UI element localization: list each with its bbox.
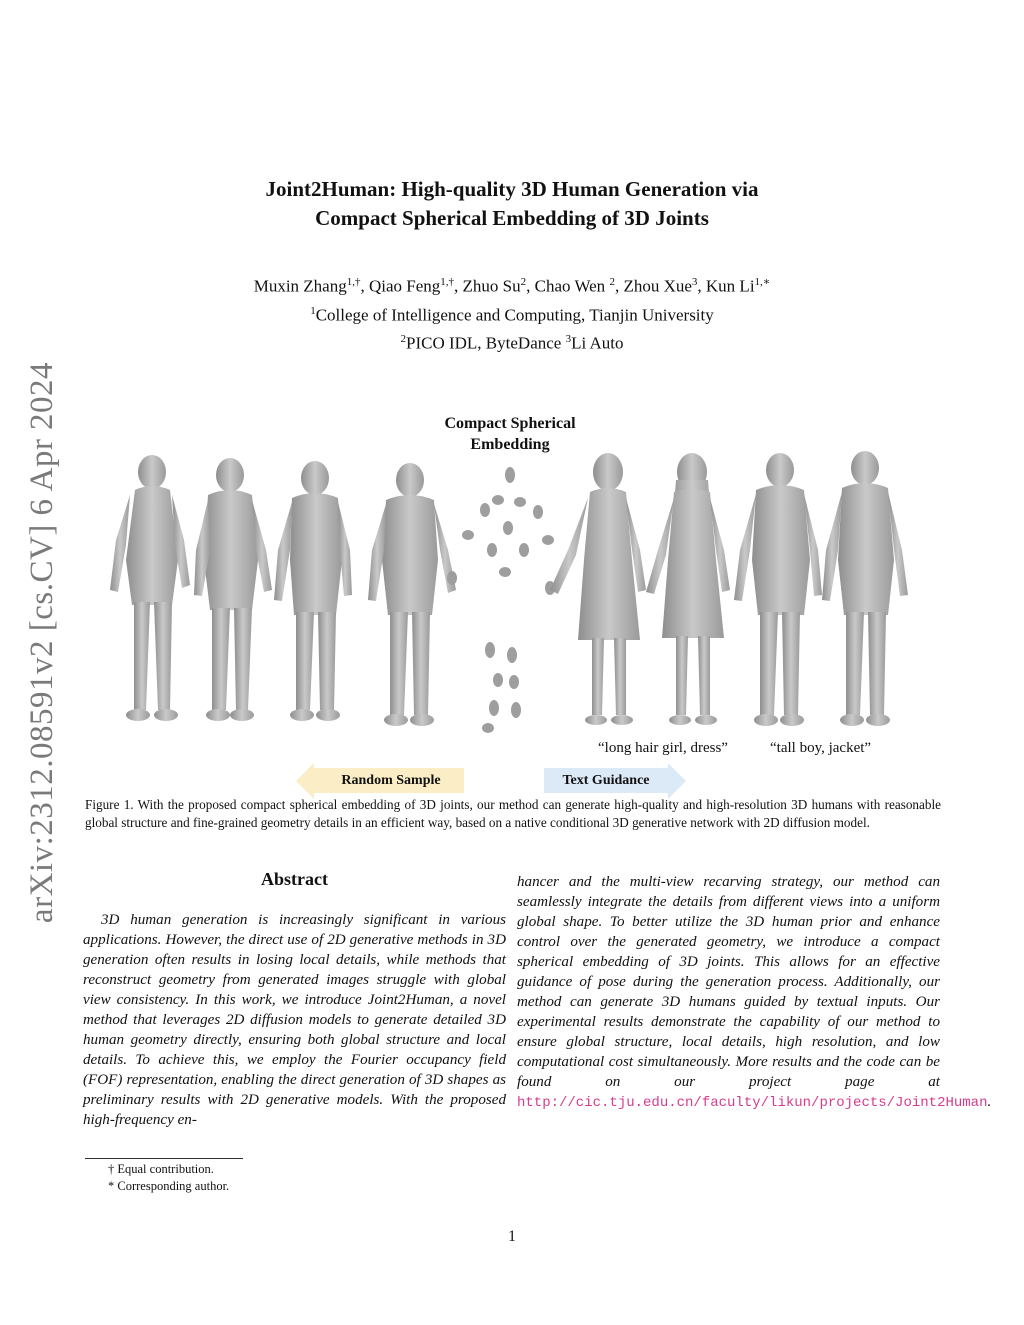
text-guidance-label: Text Guidance <box>544 768 668 793</box>
text-arrow-icon <box>668 763 686 799</box>
text-prompt-2: “tall boy, jacket” <box>770 740 872 756</box>
project-page-link[interactable]: http://cic.tju.edu.cn/faculty/likun/projects/Joint2Human <box>517 1095 988 1111</box>
title-line-2: Compact Spherical Embedding of 3D Joints <box>315 206 709 230</box>
title-line-1: Joint2Human: High-quality 3D Human Generation via <box>265 177 759 201</box>
abstract-heading: Abstract <box>261 869 328 889</box>
random-sample-label: Random Sample <box>308 768 464 793</box>
human-figure-8 <box>822 451 908 726</box>
text-prompt-1: “long hair girl, dress” <box>598 740 728 756</box>
page-number: 1 <box>508 1228 516 1245</box>
human-figure-2 <box>194 458 272 721</box>
human-figure-5 <box>550 453 646 725</box>
human-figure-4 <box>368 463 456 726</box>
figure-1 <box>80 410 940 800</box>
abstract-left-column <box>83 868 506 1130</box>
embedding-label: Compact Spherical Embedding <box>444 415 576 453</box>
joint-embedding <box>447 467 555 733</box>
affiliation-2-3: $^2$PICO IDL, ByteDance $^3$Li Auto <box>400 333 624 353</box>
human-figure-7 <box>734 453 822 726</box>
footnote-equal-contribution: † Equal contribution. <box>108 1162 214 1176</box>
paper-title <box>0 175 1024 233</box>
footnote-corresponding-author: * Corresponding author. <box>108 1179 230 1193</box>
author-list: Muxin Zhang$^{1,\dagger}$, Qiao Feng$^{1,\dagger}$, Zhuo Su$^2$, Chao Wen $^2$, Zhou Xue$^3$, Kun $Li^{1,∗}$ <box>253 276 771 296</box>
figure-caption: Figure 1. With the proposed compact spherical embedding of 3D joints, our method can generate high-quality and high-resolution 3D humans with reasonable global structure and fine-grained geometry details in an efficient way, based on a native conditional 3D generative network with 2D diffusion model. <box>85 797 941 830</box>
footnote-divider <box>85 1158 243 1159</box>
human-figure-1 <box>110 455 190 721</box>
affiliation-1: $^1$College of Intelligence and Computing, Tianjin University <box>310 304 714 325</box>
arxiv-identifier: arXiv:2312.08591v2 [cs.CV] 6 Apr 2024 <box>24 361 61 924</box>
abstract-text-right: hancer and the multi-view recarving strategy, our method can seamlessly integrate the details from different views into a uniform global shape. To better utilize the 3D human prior and enhance control over the generated geometry, we introduce a compact spherical embedding of 3D joints. This allows for an effective guidance of pose during the generation process. Additionally, our method can generate 3D humans guided by textual inputs. Our experimental results demonstrate the capability of our method to ensure global structure, local details, high resolution, and low computational cost simultaneously. More results and the code can be found on our project page at http://cic.tju.edu.cn/faculty/likun/projects/Joint2Human. <box>517 874 992 1111</box>
author-block <box>0 270 1024 356</box>
abstract-text-left: 3D human generation is increasingly significant in various applications. However, the direct use of 2D generative methods in 3D generation often results in losing local details, while methods that reconstruct geometry from generated images struggle with global view consistency. In this work, we introduce Joint2Human, a novel method that leverages 2D diffusion models to generate detailed 3D human geometry directly, ensuring both global structure and local details. To achieve this, we employ the Fourier occupancy field (FOF) representation, enabling the direct generation of 3D shapes as preliminary results with 2D generative models. With the proposed high-frequency en- <box>83 912 506 1128</box>
human-figure-6 <box>646 453 730 725</box>
human-figure-3 <box>274 461 352 721</box>
abstract-right-column <box>517 872 992 1113</box>
